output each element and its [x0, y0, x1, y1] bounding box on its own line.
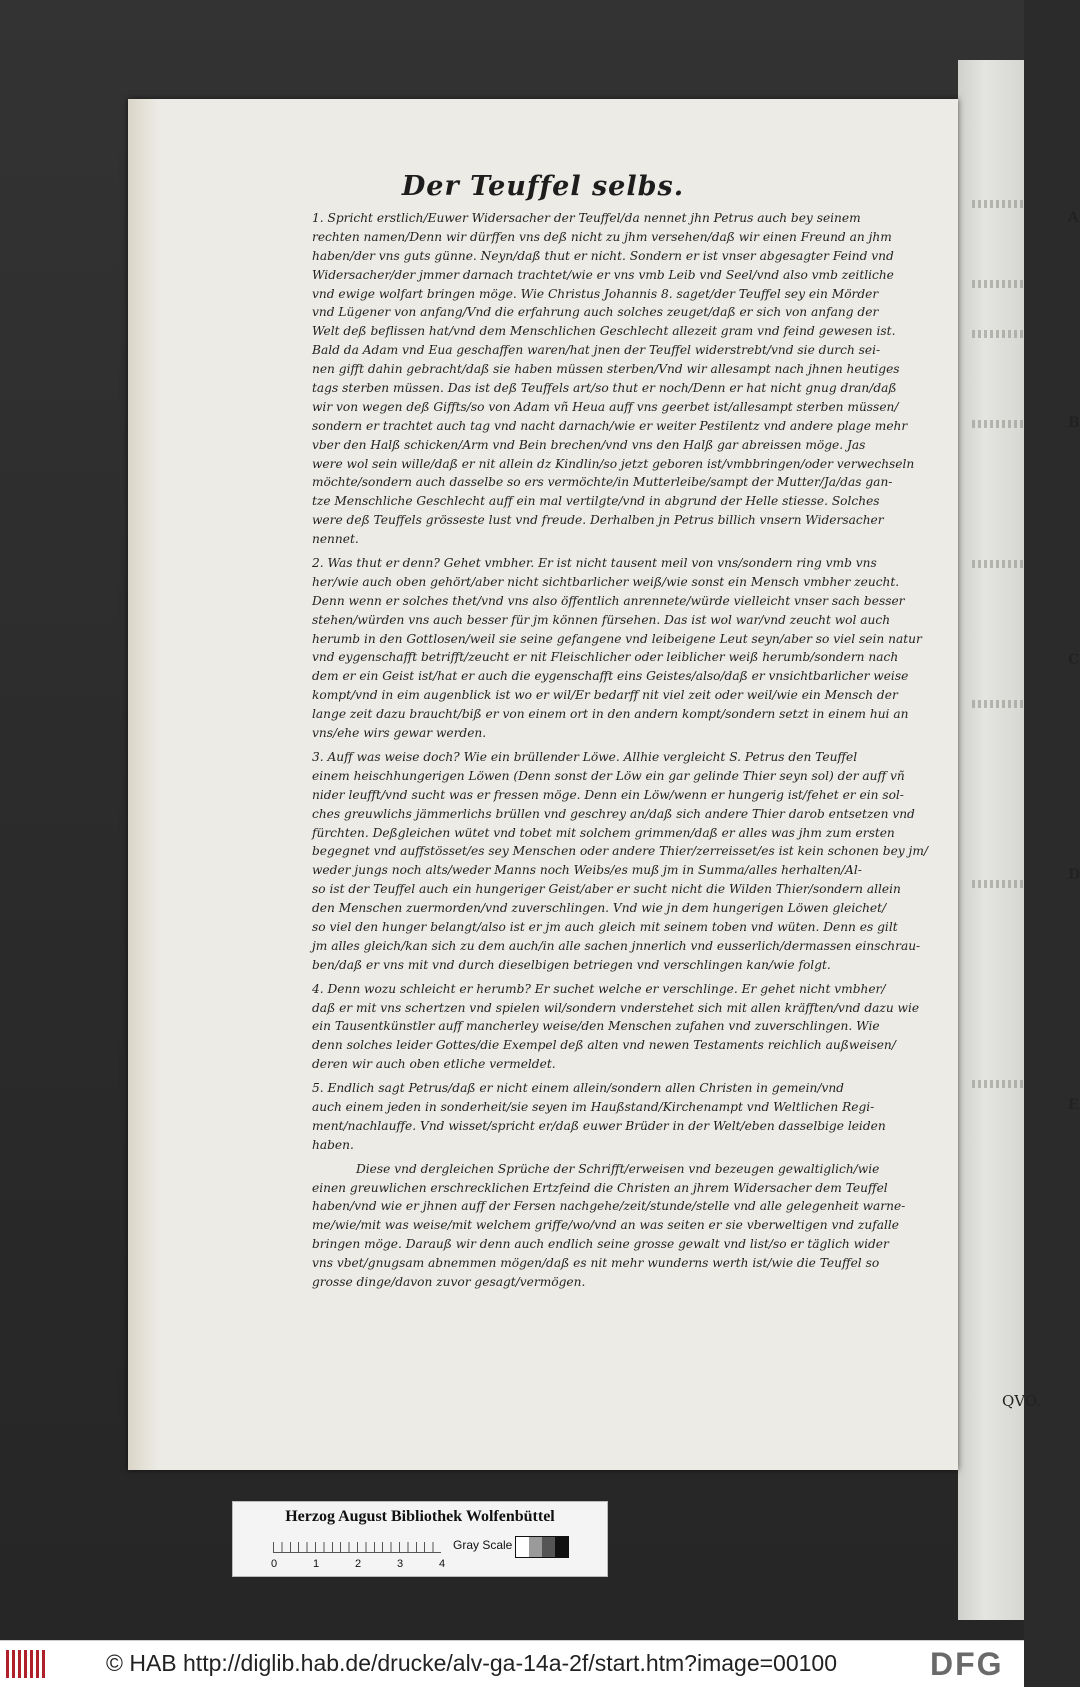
text-line: so ist der Teuffel auch ein hungeriger Geist/aber er sucht nicht die Wilden Thier/sondern allein — [312, 882, 901, 897]
text-line: Diese vnd dergleichen Sprüche der Schrifft/erweisen vnd bezeugen gewaltiglich/wie — [356, 1161, 880, 1176]
text-line: her/wie auch oben gehört/aber nicht sichtbarlicher weiß/wie sonst ein Mensch vmbher zeucht. — [312, 574, 900, 589]
text-line: lange zeit dazu braucht/biß er von einem ort in den andern kompt/sondern setzt in einem hui an — [312, 707, 909, 722]
text-line: begegnet vnd auffstösset/es sey Menschen oder andere Thier/zerreisset/es ist kein schonen bey jm/ — [312, 844, 928, 859]
text-line: 1. Spricht erstlich/Euwer Widersacher der Teuffel/da nennet jhn Petrus auch bey seinem — [312, 211, 861, 225]
catchword: QVO. — [1002, 1392, 1042, 1410]
text-line: vns vbet/gnugsam abnemmen mögen/daß es nit mehr wunderns werth ist/wie die Teuffel so — [312, 1256, 880, 1271]
text-line: were deß Teuffels grösseste lust vnd freude. Derhalben jn Petrus billich vnsern Widersacher — [312, 513, 884, 528]
text-line: einem heischhungerigen Löwen (Denn sonst der Löw ein gar gelinde Thier seyn sol) der auff vñ — [312, 768, 905, 783]
ruler-number: 3 — [397, 1558, 404, 1570]
text-line: den Menschen zuermorden/vnd zuverschlingen. Vnd wie jn dem hungerigen Löwen gleichet/ — [312, 901, 887, 916]
text-line: deren wir auch oben etliche vermeldet. — [312, 1057, 556, 1072]
text-line: grosse dinge/davon zuvor gesagt/vermögen. — [312, 1274, 586, 1289]
text-line: dem er ein Geist ist/hat er auch die eygenschafft eins Geistes/also/daß er vnsichtbarlicher weise — [312, 669, 909, 684]
text-line: nen gifft dahin gebracht/daß sie haben müssen sterben/Vnd wir allesampt nach jhnen heutiges — [312, 362, 900, 377]
gray-scale-label: Gray Scale — [453, 1538, 513, 1552]
margin-letter-e: E — [1068, 1097, 1079, 1113]
permalink-credit[interactable]: © HAB http://diglib.hab.de/drucke/alv-ga-14a-2f/start.htm?image=00100 — [106, 1650, 838, 1676]
text-line: vnd Lügener von anfang/Vnd die erfahrung auch solches zeuget/daß er sich von anfang der — [312, 305, 879, 320]
gray-scale-swatches — [515, 1536, 569, 1558]
text-line: 3. Auff was weise doch? Wie ein brüllender Löwe. Allhie vergleicht S. Petrus den Teuffel — [312, 749, 858, 764]
margin-letter-b: B — [1068, 415, 1080, 431]
dfg-logo: DFG — [930, 1646, 1004, 1682]
viewer-footer — [0, 1640, 1024, 1687]
text-line: vber den Halß schicken/Arm vnd Bein brechen/vnd vns den Halß gar abreissen möge. Jas — [312, 437, 866, 452]
ruler-number: 1 — [313, 1558, 320, 1570]
text-line: bringen möge. Darauß wir denn auch endlich seine grosse gewalt vnd list/so er täglich wider — [312, 1237, 889, 1252]
text-line: so viel den hunger belangt/also ist er jm auch gleich mit seinem toben vnd wüten. Denn es gilt — [312, 919, 898, 934]
text-line: ment/nachlauffe. Vnd wisset/spricht er/daß euwer Brüder in der Welt/eben dasselbige leiden — [312, 1118, 886, 1133]
text-line: Denn wenn er solches thet/vnd vns also öffentlich anrennete/würde vielleicht vnser sach besser — [312, 593, 905, 608]
book-page — [128, 99, 1080, 1470]
text-line: me/wie/mit was weise/mit welchem griffe/wo/vnd an was seiten er sie vberweltigen vnd zufalle — [312, 1218, 899, 1233]
text-line: tags sterben müssen. Das ist deß Teuffels art/so thut er noch/Denn er hat nicht gnug dran/daß — [312, 381, 897, 396]
text-line: vns/ehe wirs gewar werden. — [312, 726, 487, 741]
gray-swatch — [516, 1537, 529, 1557]
text-line: ein Tausentkünstler auff mancherley weise/den Menschen zufahen vnd zuverschlingen. Wie — [312, 1019, 880, 1034]
text-line: jm alles gleich/kan sich zu dem auch/in alle sachen jnnerlich vnd eusserlich/dermassen einschrau- — [312, 938, 921, 953]
text-line: tze Menschliche Geschlecht auff ein mal vertilgte/vnd in abgrund der Helle stiesse. Solches — [312, 494, 880, 509]
text-line: wir von wegen deß Giffts/so von Adam vñ Heua auff vns geerbet ist/allesampt sterben müssen/ — [312, 399, 899, 414]
text-line: auch einem jeden in sonderheit/sie seyen im Haußstand/Kirchenampt vnd Weltlichen Regi- — [312, 1099, 875, 1114]
text-line: sondern er trachtet auch tag vnd nacht darnach/wie er weiter Pestilentz vnd andere plage mehr — [312, 418, 908, 433]
text-line: einen greuwlichen erschrecklichen Ertzfeind die Christen an jhrem Widersacher dem Teuffel — [312, 1180, 888, 1195]
text-line: ben/daß er vns mit vnd durch dieselbigen betriegen vnd verschlingen kan/wie folgt. — [312, 957, 831, 972]
text-line: ches greuwlichs jämmerlichs brüllen vnd geschrey an/daß sich andere Thier darob entsetzen vnd — [312, 806, 915, 821]
text-line: Widersacher/der jmmer darnach trachtet/wie er vns vmb Leib vnd Seel/vnd also vmb zeitliche — [312, 267, 894, 282]
text-line: Welt deß beflissen hat/vnd dem Menschlichen Geschlecht allezeit gram vnd feind gewesen ist. — [312, 324, 896, 339]
text-line: fürchten. Deßgleichen wütet vnd tobet mit solchem grimmen/daß er alles was jhm zum ersten — [312, 825, 895, 840]
margin-letter-a: A — [1068, 210, 1079, 226]
margin-letter-c: C — [1068, 652, 1080, 668]
gray-swatch — [529, 1537, 542, 1557]
text-line: daß er mit vns schertzen vnd spielen wil/sondern vnderstehet sich mit allen kräfften/vnd dazu wie — [312, 1000, 920, 1015]
running-head: Der Teuffel selbs. — [401, 171, 685, 202]
ruler-number: 4 — [439, 1558, 446, 1570]
ruler-number: 2 — [355, 1558, 362, 1570]
text-line: weder jungs noch alts/weder Manns noch Weibs/es muß jm in Summa/alles herhalten/Al- — [312, 863, 862, 878]
page-text-block — [312, 209, 1068, 1292]
gray-swatch — [555, 1537, 568, 1557]
text-line: haben/der vns guts günne. Neyn/daß thut er nicht. Sondern er ist vnser abgesagter Feind vnd — [312, 248, 894, 263]
text-line: herumb in den Gottlosen/weil sie seine gefangene vnd leibeigene Leut seyn/aber so viel sein natur — [312, 631, 922, 646]
text-line: 4. Denn wozu schleicht er herumb? Er suchet welche er verschlinge. Er gehet nicht vmbher/ — [312, 981, 886, 996]
text-line: 5. Endlich sagt Petrus/daß er nicht einem allein/sondern allen Christen in gemein/vnd — [312, 1081, 844, 1096]
text-line: möchte/sondern auch dasselbe so ers vermöchte/in Mutterleibe/sampt der Mutter/Ja/das gan- — [312, 475, 893, 490]
scale-ruler — [273, 1534, 441, 1553]
text-line: nider leufft/vnd sucht was er fressen möge. Denn ein Löw/wenn er hungerig ist/fehet er ein sol- — [312, 787, 904, 802]
next-page-ghost-text — [972, 200, 1024, 208]
library-name: Herzog August Bibliothek Wolfenbüttel — [285, 1508, 555, 1525]
gray-swatch — [542, 1537, 555, 1557]
text-line: kompt/vnd in eim augenblick ist wo er wil/Er bedarff nit viel zeit oder weil/wie ein Mensch der — [312, 688, 898, 703]
text-line: haben/vnd wie er jhnen auff der Fersen nachgehe/zeit/stunde/stelle vnd alle gelegenheit warne- — [312, 1199, 906, 1214]
text-line: were wol sein wille/daß er nit allein dz Kindlin/so jetzt geboren ist/vmbbringen/oder verwechseln — [312, 456, 915, 471]
ruler-number: 0 — [271, 1558, 278, 1570]
text-line: rechten namen/Denn wir dürffen vns deß nicht zu jhm versehen/daß wir einen Freund an jhm — [312, 229, 892, 244]
text-line: nennet. — [312, 532, 359, 547]
hab-logo-icon — [6, 1650, 46, 1678]
page-fore-edge — [128, 99, 160, 1470]
text-line: Bald da Adam vnd Eua geschaffen waren/hat jnen der Teuffel widerstrebt/vnd sie durch sei- — [312, 343, 881, 358]
text-line: 2. Was thut er denn? Gehet vmbher. Er ist nicht tausent meil von vns/sondern ring vmb vns — [312, 556, 877, 571]
text-line: vnd eygenschafft betrifft/zeucht er nit Fleischlicher oder leiblicher weiß herumb/sondern nach — [312, 650, 899, 665]
text-line: vnd ewige wolfart bringen möge. Wie Christus Johannis 8. saget/der Teuffel sey ein Mörder — [312, 286, 879, 301]
text-line: stehen/würden vns auch besser für jm können fürsehen. Das ist wol war/vnd zeucht wol auch — [312, 612, 891, 627]
text-line: haben. — [312, 1137, 354, 1152]
text-line: denn solches leider Gottes/die Exempel deß alten vnd newen Testaments reichlich außweisen/ — [312, 1038, 896, 1053]
margin-letter-d: D — [1068, 867, 1080, 883]
color-calibration-card — [232, 1501, 608, 1577]
